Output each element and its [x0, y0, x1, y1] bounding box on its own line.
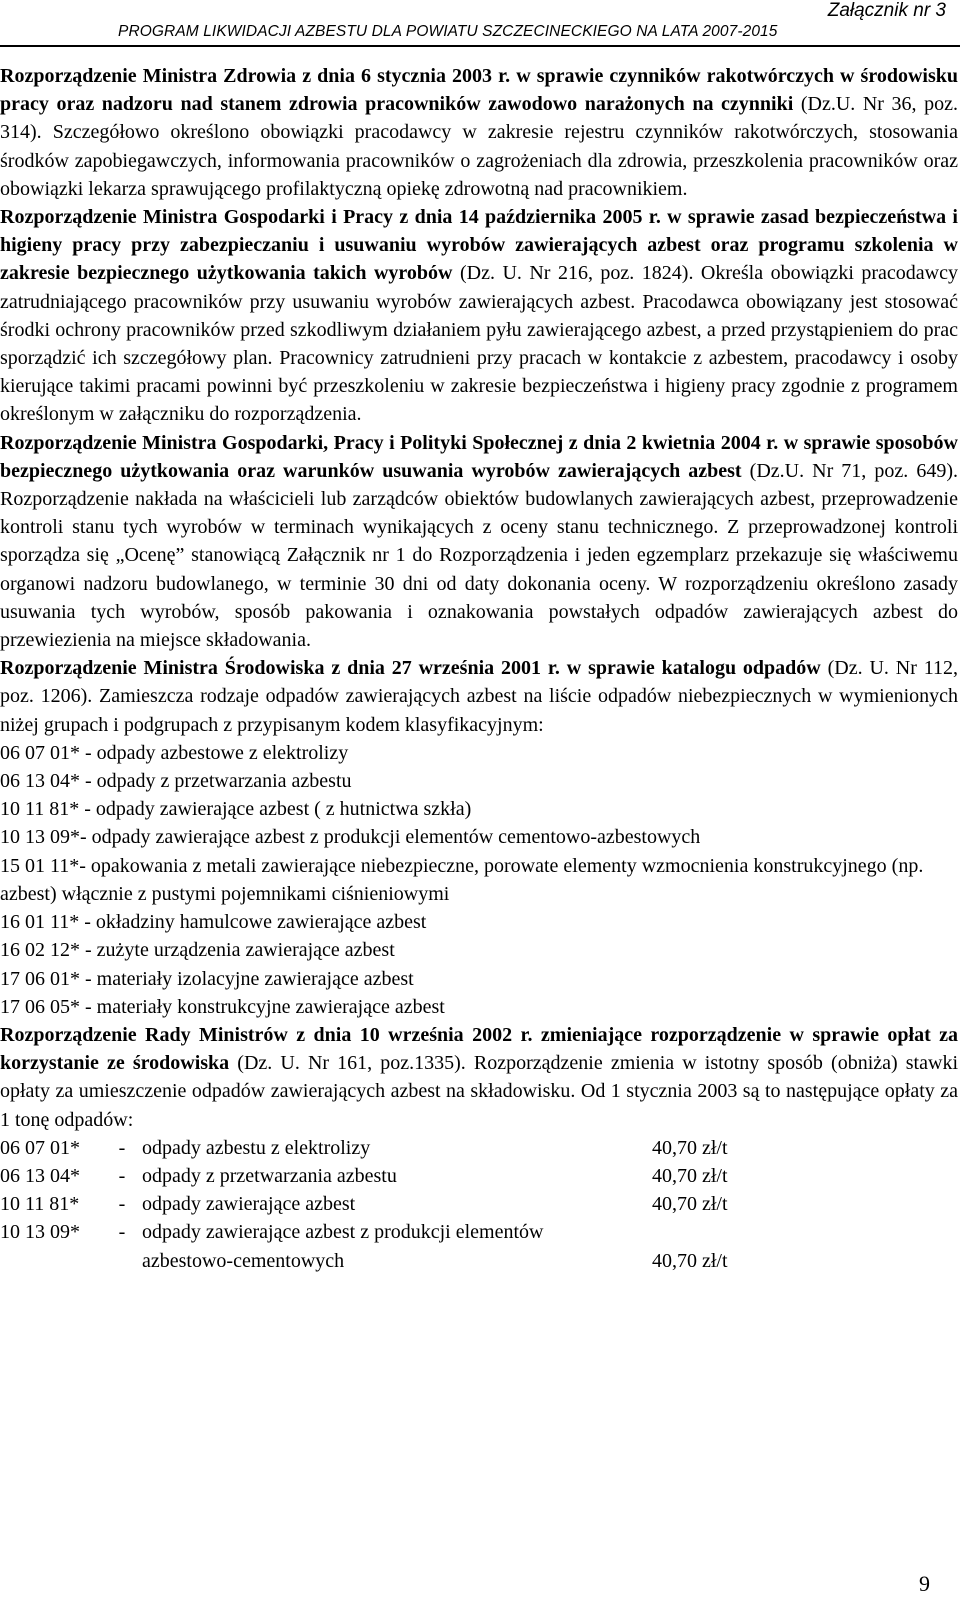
dash: - — [118, 1164, 126, 1187]
waste-code: 06 07 01* — [0, 1136, 80, 1159]
regulation-description: (Dz.U. Nr 36, poz. 314). Szczegółowo określono obowiązki pracodawcy w zakresie rejestru czynników rakotwórczych, stosowania środków zapobiegawczych, informowania pracowników o zagrożeniach dla zdrowia, przeszkolenia pracowników oraz obowiązki lekarza sprawującego profilaktyczną opiekę zdrowotną nad pracownikiem. — [0, 93, 959, 200]
list-item: 06 07 01* - odpady azbestowe z elektrolizy — [0, 741, 349, 764]
list-item: 15 01 11*- opakowania z metali zawierające niebezpieczne, porowate elementy wzmocnienia konstrukcyjnego (np. azbest) włącznie z pustymi pojemnikami ciśnieniowymi — [0, 854, 924, 905]
fee-price: 40,70 zł/t — [652, 1164, 728, 1187]
program-title: PROGRAM LIKWIDACJI AZBESTU DLA POWIATU SZCZECINECKIEGO NA LATA 2007-2015 — [118, 23, 778, 40]
waste-code-list — [0, 739, 958, 1021]
dash: - — [118, 1221, 126, 1244]
regulation-title: Rozporządzenie Ministra Gospodarki i Pracy z dnia 14 października 2005 r. w sprawie zasad bezpieczeństwa i higieny pracy przy zabezpieczaniu i usuwaniu wyrobów zawierających azbest oraz programu szkolenia w zakresie bezpiecznego użytkowania takich wyrobów — [0, 206, 958, 285]
document-body — [0, 62, 958, 1275]
list-item: 10 11 81* - odpady zawierające azbest ( z hutnictwa szkła) — [0, 798, 472, 821]
table-row — [0, 1218, 958, 1246]
table-row — [0, 1134, 958, 1162]
waste-description: odpady zawierające azbest — [142, 1193, 356, 1216]
list-item: 16 01 11* - okładziny hamulcowe zawierające azbest — [0, 911, 427, 934]
table-row — [0, 1190, 958, 1218]
paragraph-rady-ministrow — [0, 1021, 958, 1134]
annex-label: Załącznik nr 3 — [827, 0, 946, 21]
regulation-description: (Dz. U. Nr 216, poz. 1824). Określa obowiązki pracodawcy zatrudniającego pracowników przy usuwaniu wyrobów zawierających azbest. Pracodawca obowiązany jest stosować środki ochrony pracowników przed szkodliwym działaniem pyłu zawierającego azbest, a przed przystąpieniem do prac sporządzić ich szczegółowy plan. Pracownicy zatrudnieni przy pracach w kontakcie z azbestem, pracodawcy i osoby kierujące takimi pracami powinni być przeszkoleniu w zakresie bezpieczeństwa i higieny pracy zgodnie z programem określonym w załączniku do rozporządzenia. — [0, 262, 958, 426]
regulation-title: Rozporządzenie Rady Ministrów z dnia 10 września 2002 r. zmieniające rozporządzenie w sprawie opłat za korzystanie ze środowiska — [0, 1023, 958, 1075]
waste-code: 10 13 09* — [0, 1221, 80, 1244]
header-divider — [0, 45, 960, 47]
regulation-title: Rozporządzenie Ministra Gospodarki, Pracy i Polityki Społecznej z dnia 2 kwietnia 2004 r. w sprawie sposobów bezpiecznego użytkowania oraz warunków usuwania wyrobów zawierających azbest — [0, 431, 958, 482]
fee-price: 40,70 zł/t — [652, 1136, 728, 1159]
list-item: 16 02 12* - zużyte urządzenia zawierające azbest — [0, 939, 395, 962]
regulation-description: (Dz. U. Nr 161, poz.1335). Rozporządzenie zmienia w istotny sposób (obniża) stawki opłaty za umieszczenie odpadów zawierających azbest na składowisku. Od 1 stycznia 2003 są to następujące opłaty za 1 tonę odpadów: — [0, 1052, 958, 1131]
regulation-description: (Dz.U. Nr 71, poz. 649). Rozporządzenie nakłada na właścicieli lub zarządców obiektów budowlanych zawierających azbest, przeprowadzenie kontroli stanu tych wyrobów w terminach wynikających z oceny stanu technicznego. Z przeprowadzonej kontroli sporządza się „Ocenę” stanowiącą Załącznik nr 1 do Rozporządzenia i jeden egzemplarz przekazuje się właściwemu organowi nadzoru budowlanego, w terminie 30 dni od daty dokonania oceny. W rozporządzeniu określono zasady usuwania tych wyrobów, sposób pakowania i oznakowania powstałych odpadów zawierających azbest do przewiezienia na miejsce składowania. — [0, 459, 958, 652]
waste-code: 10 11 81* — [0, 1193, 80, 1216]
dash: - — [118, 1193, 126, 1216]
waste-description-continued: azbestowo-cementowych — [142, 1249, 345, 1272]
dash: - — [118, 1136, 126, 1159]
paragraph-gospodarki-polityki — [0, 429, 958, 655]
fee-table — [0, 1134, 958, 1275]
page-number: 9 — [919, 1571, 930, 1596]
list-item: 10 13 09*- odpady zawierające azbest z produkcji elementów cementowo-azbestowych — [0, 826, 701, 849]
waste-description: odpady z przetwarzania azbestu — [142, 1164, 397, 1187]
waste-description: odpady zawierające azbest z produkcji elementów — [142, 1221, 544, 1244]
table-row — [0, 1247, 958, 1275]
list-item: 17 06 01* - materiały izolacyjne zawierające azbest — [0, 967, 414, 990]
waste-description: odpady azbestu z elektrolizy — [142, 1136, 371, 1159]
fee-price: 40,70 zł/t — [652, 1249, 728, 1272]
list-item: 17 06 05* - materiały konstrukcyjne zawierające azbest — [0, 995, 445, 1018]
list-item: 06 13 04* - odpady z przetwarzania azbestu — [0, 770, 352, 793]
waste-code: 06 13 04* — [0, 1164, 80, 1187]
regulation-title: Rozporządzenie Ministra Środowiska z dnia 27 września 2001 r. w sprawie katalogu odpadów — [0, 657, 821, 680]
regulation-title: Rozporządzenie Ministra Zdrowia z dnia 6 stycznia 2003 r. w sprawie czynników rakotwórczych w środowisku pracy oraz nadzoru nad stanem zdrowia pracowników zawodowo narażonych na czynniki — [0, 65, 958, 116]
paragraph-zdrowia — [0, 62, 958, 203]
regulation-description: (Dz. U. Nr 112, poz. 1206). Zamieszcza rodzaje odpadów zawierających azbest na liście odpadów niebezpiecznych w wymienionych niżej grupach i podgrupach z przypisanym kodem klasyfikacyjnym: — [0, 657, 958, 736]
table-row — [0, 1162, 958, 1190]
paragraph-gospodarki-pracy — [0, 203, 958, 429]
paragraph-srodowiska — [0, 654, 958, 739]
fee-price: 40,70 zł/t — [652, 1193, 728, 1216]
